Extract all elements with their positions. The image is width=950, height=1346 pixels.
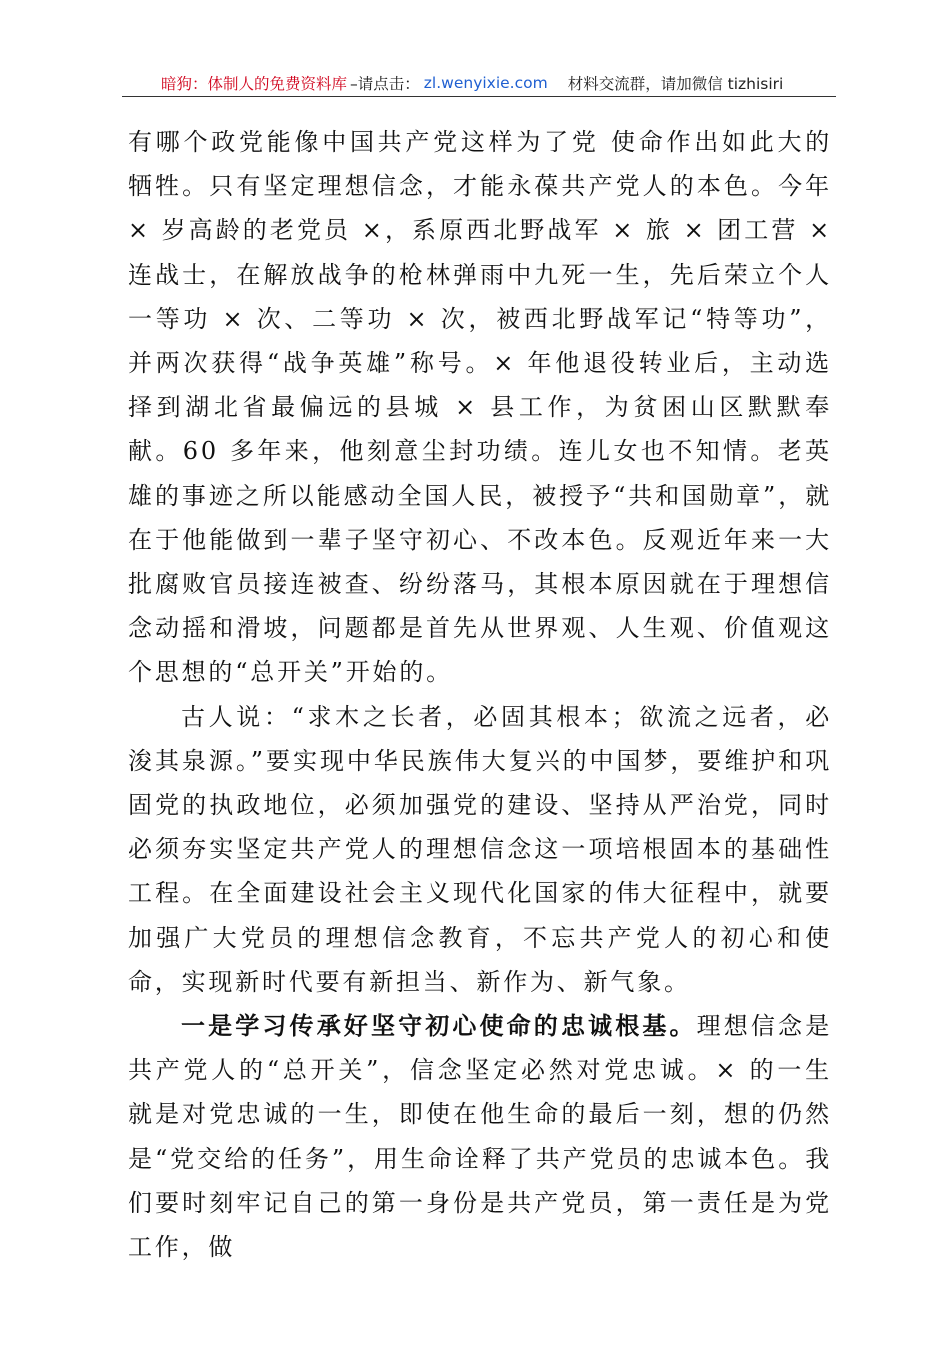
header-contact-text: 材料交流群，请加微信 tizhisiri [567, 75, 784, 93]
header-promo-text: 暗狗：体制人的免费资料库 [161, 75, 348, 93]
section-one-body: 理想信念是共产党人的“总开关”，信念坚定必然对党忠诚。× 的一生就是对党忠诚的一生，即使在他生命的最后一刻，想的仍然是“党交给的任务”，用生命诠释了共产党员的忠诚本色。我们要时刻牢记自己的第一身份是共产党员，第一责任是为党工作，做 [128, 1012, 832, 1262]
paragraph-continuation: 有哪个政党能像中国共产党这样为了党 使命作出如此大的牺牲。只有坚定理想信念，才能永葆共产党人的本色。今年 × 岁高龄的老党员 ×，系原西北野战军 × 旅 × 团工营 × 连战士，在解放战争的枪林弹雨中九死一生，先后荣立个人一等功 × 次、二等功 × 次，被西北野战军记“特等功”，并两次获得“战争英雄”称号。× 年他退役转业后，主动选择到湖北省最偏远的县城 × 县工作，为贫困山区默默奉献。60 多年来，他刻意尘封功绩。连儿女也不知情。老英雄的事迹之所以能感动全国人民，被授予“共和国勋章”，就在于他能做到一辈子坚守初心、不改本色。反观近年来一大批腐败官员接连被查、纷纷落马，其根本原因就在于理想信念动摇和滑坡，问题都是首先从世界观、人生观、价值观这个思想的“总开关”开始的。 [128, 128, 832, 687]
paragraph-ancient-saying: 古人说：“求木之长者，必固其根本；欲流之远者，必浚其泉源。”要实现中华民族伟大复兴的中国梦，要维护和巩固党的执政地位，必须加强党的建设、坚持从严治党，同时必须夯实坚定共产党人的理想信念这一项培根固本的基础性工程。在全面建设社会主义现代化国家的伟大征程中，就要加强广大党员的理想信念教育，不忘共产党人的初心和使命，实现新时代要有新担当、新作为、新气象。 [128, 702, 832, 996]
section-one-heading: 一是学习传承好坚守初心使命的忠诚根基。 [181, 1012, 697, 1041]
header-site-link[interactable]: zl.wenyixie.com [423, 74, 548, 92]
page-header [122, 68, 836, 98]
document-body [128, 120, 832, 1269]
paragraph-section-one [128, 1004, 832, 1269]
header-divider [122, 96, 836, 97]
header-separator-text: –请点击： [350, 75, 420, 93]
